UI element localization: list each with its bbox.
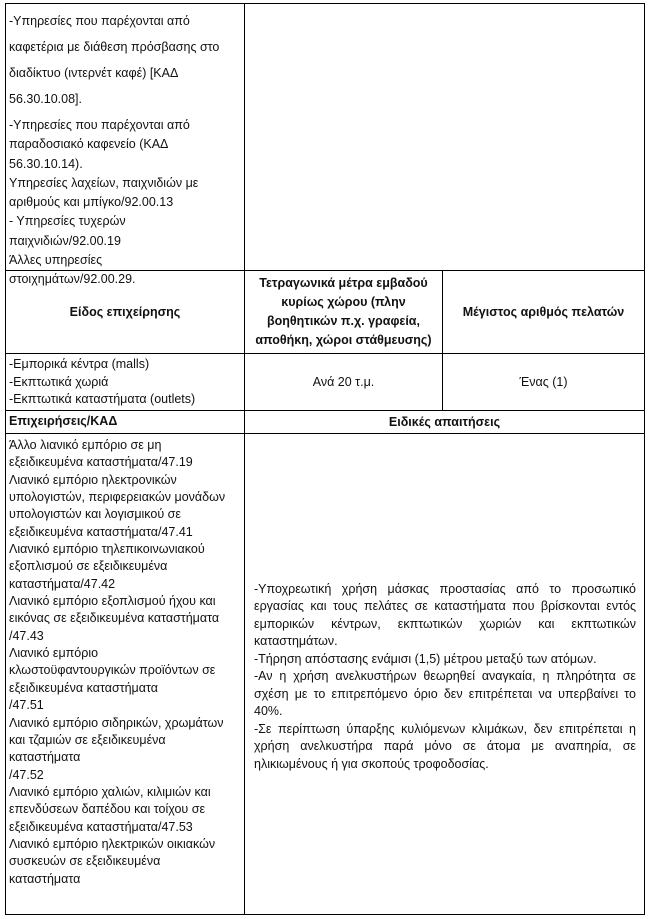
businesses-cell (6, 433, 244, 914)
text-line: Λιανικό εμπόριο χαλιών, κιλιμιών και (9, 784, 211, 799)
text-line: εξοπλισμού σε εξειδικευμένα (9, 559, 168, 574)
text-line: καταστημάτων. (254, 634, 338, 649)
text-line: -Υποχρεωτική χρήση μάσκας προστασίας από το προσωπικό (254, 581, 636, 596)
malls-types-list (9, 356, 241, 409)
text-line: παραδοσιακό καφενείο (ΚΑΔ (9, 137, 169, 152)
header-max-clients: Μέγιστος αριθμός πελατών (462, 305, 625, 319)
text-line: -Εκπτωτικά καταστήματα (outlets) (9, 392, 196, 406)
text-line: καταστήματα (9, 871, 81, 886)
text-line: χρήση ανελκυστήρα παρά μόνο σε άτομα με αναπηρία, σε (254, 739, 636, 754)
text-line: /47.43 (9, 628, 44, 643)
text-line: παιχνιδιών/92.00.19 (9, 233, 121, 248)
requirements-header: Ειδικές απαιτήσεις (388, 415, 501, 429)
text-line: καφετέρια με διάθεση πρόσβασης στο (9, 40, 220, 54)
text-line: στοιχημάτων/92.00.29. (9, 272, 136, 287)
header-business-type: Είδος επιχείρησης (69, 305, 181, 319)
requirement-distance: -Τήρηση απόστασης ενάμισι (1,5) μέτρου μεταξύ των ατόμων. (254, 651, 597, 666)
text-line: καταστήματα (9, 750, 81, 765)
text-line: εικόνας σε εξειδικευμένα καταστήματα (9, 611, 220, 626)
text-line: 40%. (254, 704, 283, 719)
text-line: υπολογιστών και λογισμικού σε (9, 507, 181, 522)
text-line: υπολογιστών, περιφερειακών μονάδων (9, 490, 226, 505)
text-line: εμπορικών κέντρων, εκπτωτικών χωριών και εκπτωτικών (254, 616, 636, 631)
item2-list (9, 116, 241, 290)
text-line: 56.30.10.08]. (9, 92, 82, 106)
businesses-header: Επιχειρήσεις/ΚΑΔ (9, 414, 118, 428)
text-line: κυρίως χώρου (πλην (281, 295, 406, 309)
malls-max-clients-cell (442, 353, 644, 410)
regulation-table (5, 3, 645, 915)
requirements-cell (244, 433, 644, 914)
header-max-clients-cell (442, 270, 644, 353)
text-line: και τζαμιών σε εξειδικευμένα (9, 732, 166, 747)
text-line: βοηθητικών π.χ. γραφεία, (267, 314, 420, 328)
text-line: ηλικιωμένους ή για σκοπούς τροφοδοσίας. (254, 756, 489, 771)
text-line: -Υπηρεσίες που παρέχονται από (9, 14, 190, 28)
text-line: -Αν η χρήση ανελκυστήρων θεωρηθεί αναγκαία, η πληρότητα σε (254, 669, 636, 684)
text-line: /47.51 (9, 698, 44, 713)
text-line: σχέση με το επιτρεπόμενο όριο δεν επιτρέπεται να υπερβαίνει το (254, 686, 636, 701)
text-line: Υπηρεσίες λαχείων, παιχνιδιών με (9, 175, 199, 190)
text-line: Λιανικό εμπόριο εξοπλισμού ήχου και (9, 594, 216, 609)
text-line: Λιανικό εμπόριο τηλεπικοινωνιακού (9, 542, 205, 557)
malls-area-cell (244, 353, 442, 410)
text-line: 56.30.10.14). (9, 156, 83, 171)
requirement-escalators (254, 721, 636, 774)
text-line: καταστήματα/47.42 (9, 576, 116, 591)
malls-types-cell (6, 353, 244, 410)
header-area-cell (244, 270, 442, 353)
businesses-list (9, 437, 241, 888)
businesses-header-cell (6, 410, 244, 433)
item1-list (9, 8, 241, 112)
text-line: -Σε περίπτωση ύπαρξης κυλιόμενων κλιμάκων, δεν επιτρέπεται η (254, 721, 636, 736)
text-line: Τετραγωνικά μέτρα εμβαδού (259, 276, 428, 290)
text-line: - Υπηρεσίες τυχερών (9, 214, 126, 229)
text-line: /47.52 (9, 767, 44, 782)
header-business-type-cell (6, 270, 244, 353)
text-line: εξειδικευμένα καταστήματα/47.41 (9, 524, 193, 539)
text-line: Λιανικό εμπόριο σιδηρικών, χρωμάτων (9, 715, 224, 730)
header-area-list (255, 274, 431, 350)
malls-area: Ανά 20 τ.μ. (312, 375, 375, 389)
text-line: -Εμπορικά κέντρα (malls) (9, 357, 150, 371)
text-line: εξειδικευμένα καταστήματα/47.53 (9, 819, 193, 834)
text-line: διαδίκτυο (ιντερνέτ καφέ) [ΚΑΔ (9, 66, 179, 80)
text-line: κλωστοϋφαντουργικών προϊόντων σε (9, 663, 216, 678)
text-line: -Υπηρεσίες που παρέχονται από (9, 118, 190, 132)
text-line: Άλλες υπηρεσίες (9, 253, 103, 268)
requirements-header-cell (244, 410, 644, 433)
text-line: επενδύσεων δαπέδου και τοίχου σε (9, 802, 206, 817)
text-line: εξειδικευμένα καταστήματα (9, 680, 158, 695)
text-line: -Εκπτωτικά χωριά (9, 374, 109, 389)
text-line: Λιανικό εμπόριο ηλεκτρικών οικιακών (9, 836, 216, 851)
requirement-mask (254, 581, 636, 651)
top-left-cell (6, 4, 244, 287)
text-line: αριθμούς και μπίγκο/92.00.13 (9, 195, 174, 210)
malls-max-clients: Ένας (1) (519, 375, 568, 389)
requirement-elevators (254, 668, 636, 721)
text-line: αποθήκη, χώροι στάθμευσης) (255, 333, 432, 347)
text-line: εξειδικευμένα καταστήματα/47.19 (9, 455, 193, 470)
top-right-empty-cell (244, 4, 644, 270)
text-line: εργασίας και τους πελάτες σε καταστήματα που βρίσκονται εντός (254, 599, 636, 614)
text-line: Λιανικό εμπόριο (9, 646, 99, 661)
text-line: Λιανικό εμπόριο ηλεκτρονικών (9, 472, 177, 487)
text-line: Άλλο λιανικό εμπόριο σε μη (9, 438, 162, 452)
text-line: συσκευών σε εξειδικευμένα (9, 854, 161, 869)
